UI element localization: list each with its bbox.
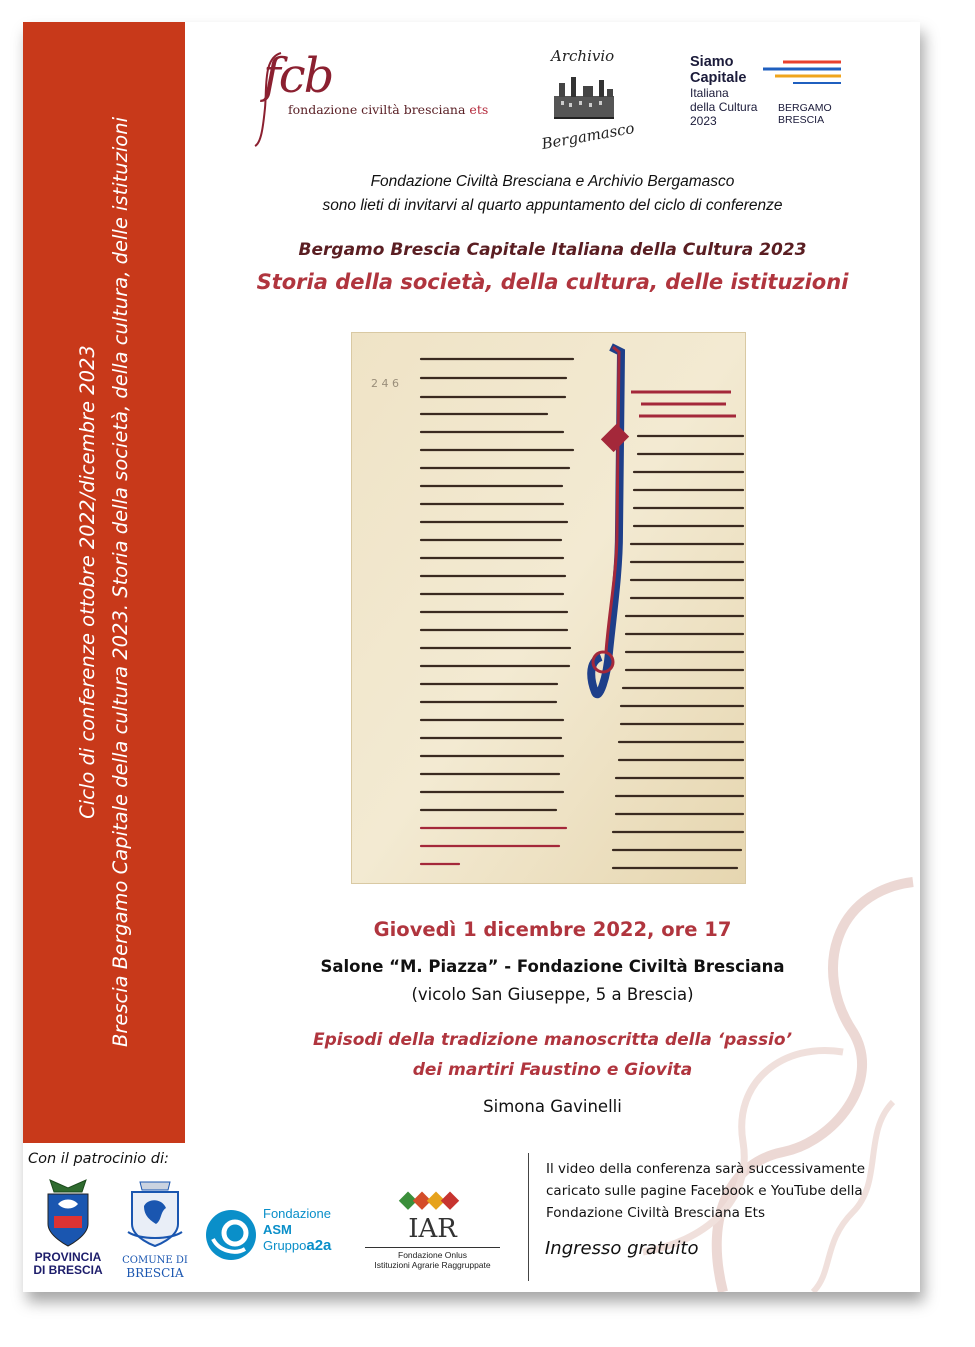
iar-rule xyxy=(365,1247,500,1248)
event-venue: Salone “M. Piazza” - Fondazione Civiltà Bresciana xyxy=(320,957,785,976)
sidebar-vertical-text xyxy=(71,32,137,1132)
intro-line1: Fondazione Civiltà Bresciana e Archivio Bergamasco xyxy=(370,173,735,190)
event-address: (vicolo San Giuseppe, 5 a Brescia) xyxy=(411,985,694,1004)
siamo-city-bergamo: BERGAMO xyxy=(778,102,832,114)
comune-line1: COMUNE DI xyxy=(122,1255,188,1266)
provincia-line2: DI BRESCIA xyxy=(33,1263,103,1277)
siamo-line4: della Cultura xyxy=(690,100,758,114)
archivio-bergamasco-logo xyxy=(540,47,636,154)
siamo-line5: 2023 xyxy=(690,114,717,128)
iar-mark: IAR xyxy=(408,1214,457,1244)
fcb-ets: ets xyxy=(469,102,489,117)
video-line3: Fondazione Civiltà Bresciana Ets xyxy=(546,1205,765,1221)
asm-line2: ASM xyxy=(263,1222,292,1237)
free-entry-text: Ingresso gratuito xyxy=(545,1238,699,1259)
archivio-bottom-text: Bergamasco xyxy=(540,118,636,154)
comune-line2: BRESCIA xyxy=(126,1266,184,1280)
event-series-subtitle: Bergamo Brescia Capitale Italiana della Cultura 2023 xyxy=(298,240,807,260)
asm-circle-icon xyxy=(205,1209,257,1261)
asm-line3-text: Gruppo xyxy=(263,1238,307,1253)
provincia-crest-icon xyxy=(28,1176,108,1248)
capitale-stripes-icon xyxy=(763,59,843,85)
asm-a2a: a2a xyxy=(306,1237,332,1254)
capitale-cultura-logo xyxy=(690,54,832,128)
svg-text:2 4 6: 2 4 6 xyxy=(371,377,399,390)
archivio-top-text: Archivio xyxy=(551,47,615,65)
iar-diamonds-icon xyxy=(398,1186,468,1216)
iar-line2: Istituzioni Agrarie Raggruppate xyxy=(374,1260,491,1270)
comune-crest-icon xyxy=(120,1176,190,1250)
invitation-poster xyxy=(23,22,920,1292)
provincia-brescia-logo xyxy=(28,1176,108,1286)
video-notice xyxy=(546,1158,916,1224)
video-line2: caricato sulle pagine Facebook e YouTube della xyxy=(546,1183,863,1199)
sidebar-line-theme: Brescia Bergamo Capitale della cultura 2023. Storia della società, della cultura, delle istituzioni xyxy=(109,116,132,1048)
medieval-manuscript-image xyxy=(351,332,746,884)
iar-logo xyxy=(360,1184,505,1279)
comune-brescia-logo xyxy=(120,1176,190,1286)
siamo-line2: Capitale xyxy=(690,70,747,86)
speaker-name: Simona Gavinelli xyxy=(483,1097,622,1116)
fcb-name-text: fondazione civiltà bresciana xyxy=(288,102,466,117)
siamo-line1: Siamo xyxy=(690,54,734,70)
provincia-line1: PROVINCIA xyxy=(34,1250,102,1264)
siamo-city-brescia: BRESCIA xyxy=(778,114,825,126)
talk-title-line2: dei martiri Faustino e Giovita xyxy=(412,1060,693,1080)
video-line1: Il video della conferenza sarà successivamente xyxy=(546,1161,866,1177)
asm-line3 xyxy=(263,1238,331,1254)
asm-line1: Fondazione xyxy=(263,1206,331,1221)
event-date: Giovedì 1 dicembre 2022, ore 17 xyxy=(373,918,732,941)
iar-line1: Fondazione Onlus xyxy=(398,1250,467,1260)
fcb-mark: fcb xyxy=(263,48,333,104)
event-series-title: Storia della società, della cultura, delle istituzioni xyxy=(256,270,849,294)
talk-title-line1: Episodi della tradizione manoscritta della ‘passio’ xyxy=(312,1030,793,1050)
sidebar-line-cycle: Ciclo di conferenze ottobre 2022/dicembre 2023 xyxy=(76,345,99,819)
fcb-name xyxy=(288,102,488,117)
patronage-label: Con il patrocinio di: xyxy=(28,1151,169,1167)
sidebar-band xyxy=(23,22,185,1143)
intro-line2: sono lieti di invitarvi al quarto appuntamento del ciclo di conferenze xyxy=(322,197,783,214)
siamo-line3: Italiana xyxy=(690,86,729,100)
city-skyline-icon xyxy=(549,71,619,121)
fondazione-asm-logo xyxy=(205,1206,355,1266)
footer-divider xyxy=(528,1153,529,1281)
siamo-cities xyxy=(778,102,832,126)
